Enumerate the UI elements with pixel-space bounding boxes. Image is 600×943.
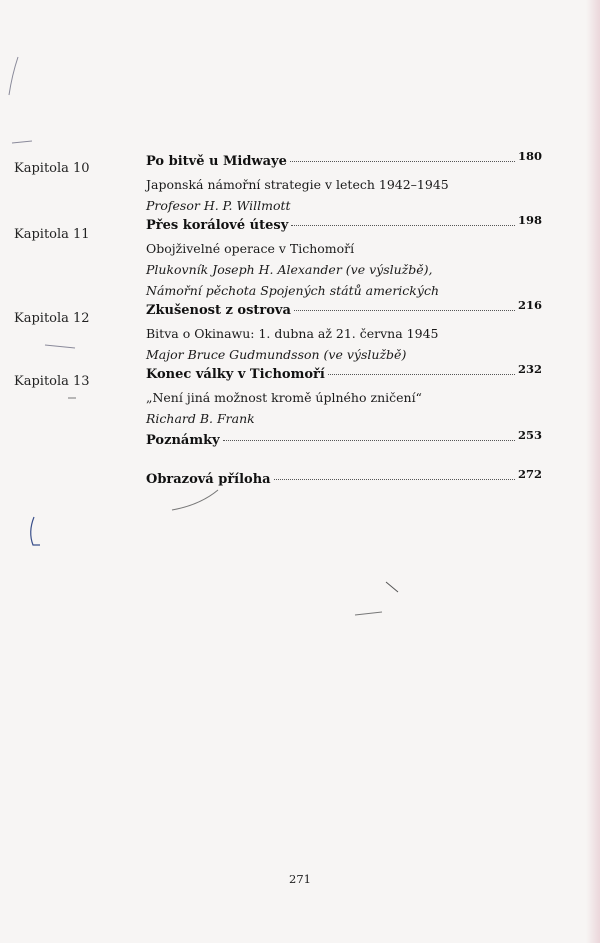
entry-subtitle: Bitva o Okinawu: 1. dubna až 21. června 1945: [146, 326, 439, 341]
entry-author: Námořní pěchota Spojených států amerických: [146, 283, 439, 298]
entry-body: [146, 428, 542, 453]
dot-leader: [291, 225, 515, 226]
dot-leader: [274, 479, 515, 480]
entry-body: [146, 298, 542, 365]
chapter-label: Kapitola 11: [14, 227, 90, 242]
page-number: 232: [517, 362, 542, 376]
title-row: [146, 428, 542, 453]
title-row: [146, 362, 542, 387]
page-number: 272: [517, 467, 542, 481]
page-number: 216: [517, 298, 542, 312]
title-row: [146, 213, 542, 238]
entry-author: Richard B. Frank: [146, 411, 255, 426]
entry-subtitle: Japonská námořní strategie v letech 1942–1945: [146, 177, 449, 192]
entry-subtitle: „Není jiná možnost kromě úplného zničení“: [146, 390, 422, 405]
entry-author: Major Bruce Gudmundsson (ve výslužbě): [146, 347, 407, 362]
title-row: [146, 149, 542, 174]
entry-body: [146, 213, 542, 301]
dot-leader: [223, 440, 515, 441]
entry-title: Zkušenost z ostrova: [146, 303, 291, 318]
dot-leader: [328, 374, 515, 375]
page-number: 180: [517, 149, 542, 163]
entry-title: Poznámky: [146, 433, 220, 448]
page-number: 198: [517, 213, 542, 227]
page-number: 253: [517, 428, 542, 442]
entry-body: [146, 467, 542, 492]
chapter-label: Kapitola 12: [14, 311, 90, 326]
title-row: [146, 298, 542, 323]
entry-title: Konec války v Tichomoří: [146, 367, 325, 382]
chapter-label: Kapitola 10: [14, 161, 90, 176]
folio-page-number: 271: [289, 872, 311, 886]
entry-author: Plukovník Joseph H. Alexander (ve výslužbě),: [146, 262, 433, 277]
dot-leader: [290, 161, 515, 162]
entry-title: Obrazová příloha: [146, 472, 271, 487]
entry-body: [146, 149, 542, 216]
entry-subtitle: Obojživelné operace v Tichomoří: [146, 241, 355, 256]
entry-title: Po bitvě u Midwaye: [146, 154, 287, 169]
chapter-label: Kapitola 13: [14, 374, 90, 389]
entry-author: Profesor H. P. Willmott: [146, 198, 291, 213]
entry-body: [146, 362, 542, 429]
dot-leader: [294, 310, 515, 311]
entry-title: Přes korálové útesy: [146, 218, 289, 233]
title-row: [146, 467, 542, 492]
